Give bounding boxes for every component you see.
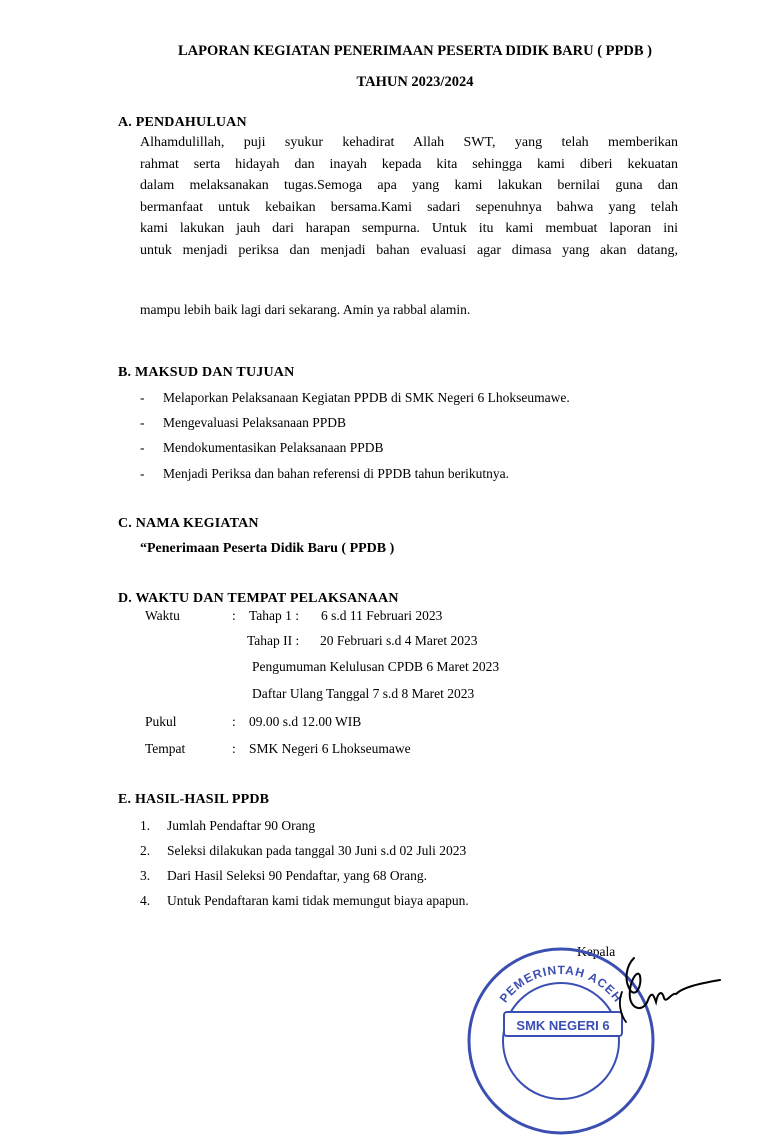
paragraph-line: kami lakukan jauh dari harapan sempurna. Untuk itu kami membuat laporan ini [140, 221, 678, 236]
tempat-label: Tempat [145, 741, 186, 756]
tahap1-value: 6 s.d 11 Februari 2023 [321, 608, 443, 623]
tempat-value: SMK Negeri 6 Lhokseumawe [249, 741, 411, 756]
stamp-center-text: SMK NEGERI 6 [516, 1018, 610, 1033]
list-item: Dari Hasil Seleksi 90 Pendaftar, yang 68 Orang. [167, 868, 428, 883]
section-a-paragraph [140, 132, 678, 261]
section-c-heading: C. NAMA KEGIATAN [118, 516, 259, 531]
pukul-value: 09.00 s.d 12.00 WIB [249, 714, 362, 729]
paragraph-line: untuk menjadi periksa dan menjadi bahan evaluasi agar dimasa yang akan datang, [140, 242, 678, 258]
colon: : [232, 741, 236, 756]
activity-name: “Penerimaan Peserta Didik Baru ( PPDB ) [140, 541, 395, 556]
section-b-heading: B. MAKSUD DAN TUJUAN [118, 365, 295, 380]
tahap2-label: Tahap II : [247, 633, 300, 648]
bullet-dash: - [140, 440, 145, 455]
list-item: Melaporkan Pelaksanaan Kegiatan PPDB di SMK Negeri 6 Lhokseumawe. [163, 390, 570, 405]
section-e-heading: E. HASIL-HASIL PPDB [118, 792, 270, 807]
list-item: Mendokumentasikan Pelaksanaan PPDB [163, 440, 384, 455]
report-year: TAHUN 2023/2024 [356, 74, 474, 90]
waktu-label: Waktu [145, 608, 180, 623]
tahap1-label: Tahap 1 : [249, 608, 300, 623]
list-item: Jumlah Pendaftar 90 Orang [167, 818, 316, 833]
colon: : [232, 608, 236, 623]
report-title: LAPORAN KEGIATAN PENERIMAAN PESERTA DIDIK BARU ( PPDB ) [178, 43, 652, 59]
paragraph-line: Alhamdulillah, puji syukur kehadirat Allah SWT, yang telah memberikan [140, 135, 678, 150]
bullet-dash: - [140, 466, 145, 481]
colon: : [232, 714, 236, 729]
list-item: Menjadi Periksa dan bahan referensi di PPDB tahun berikutnya. [163, 466, 510, 481]
list-item: Seleksi dilakukan pada tanggal 30 Juni s.d 02 Juli 2023 [167, 843, 467, 858]
pukul-label: Pukul [145, 714, 177, 729]
bullet-dash: - [140, 390, 145, 405]
paragraph-line: dalam melaksanakan tugas.Semoga apa yang kami lakukan bernilai guna dan [140, 178, 678, 193]
handwritten-signature [600, 952, 725, 1024]
pengumuman-text: Pengumuman Kelulusan CPDB 6 Maret 2023 [252, 659, 500, 674]
list-item: Untuk Pendaftaran kami tidak memungut biaya apapun. [167, 893, 469, 908]
list-number: 1. [140, 818, 151, 833]
paragraph-line: rahmat serta hidayah dan inayah kepada kita sehingga kami diberi kekuatan [140, 156, 678, 172]
list-item: Mengevaluasi Pelaksanaan PPDB [163, 415, 346, 430]
list-number: 4. [140, 893, 151, 908]
section-a-heading: A. PENDAHULUAN [118, 115, 247, 130]
list-number: 3. [140, 868, 151, 883]
section-a-last-line: mampu lebih baik lagi dari sekarang. Amin ya rabbal alamin. [140, 302, 471, 317]
daftar-ulang-text: Daftar Ulang Tanggal 7 s.d 8 Maret 2023 [252, 686, 475, 701]
list-number: 2. [140, 843, 151, 858]
section-d-heading: D. WAKTU DAN TEMPAT PELAKSANAAN [118, 591, 399, 606]
tahap2-value: 20 Februari s.d 4 Maret 2023 [320, 633, 478, 648]
bullet-dash: - [140, 415, 145, 430]
paragraph-line: bermanfaat untuk kebaikan bersama.Kami sadari sepenuhnya bahwa yang telah [140, 199, 678, 215]
stamp-arc-text: PEMERINTAH ACEH [496, 963, 626, 1006]
signature-label: Kepala [577, 944, 616, 959]
